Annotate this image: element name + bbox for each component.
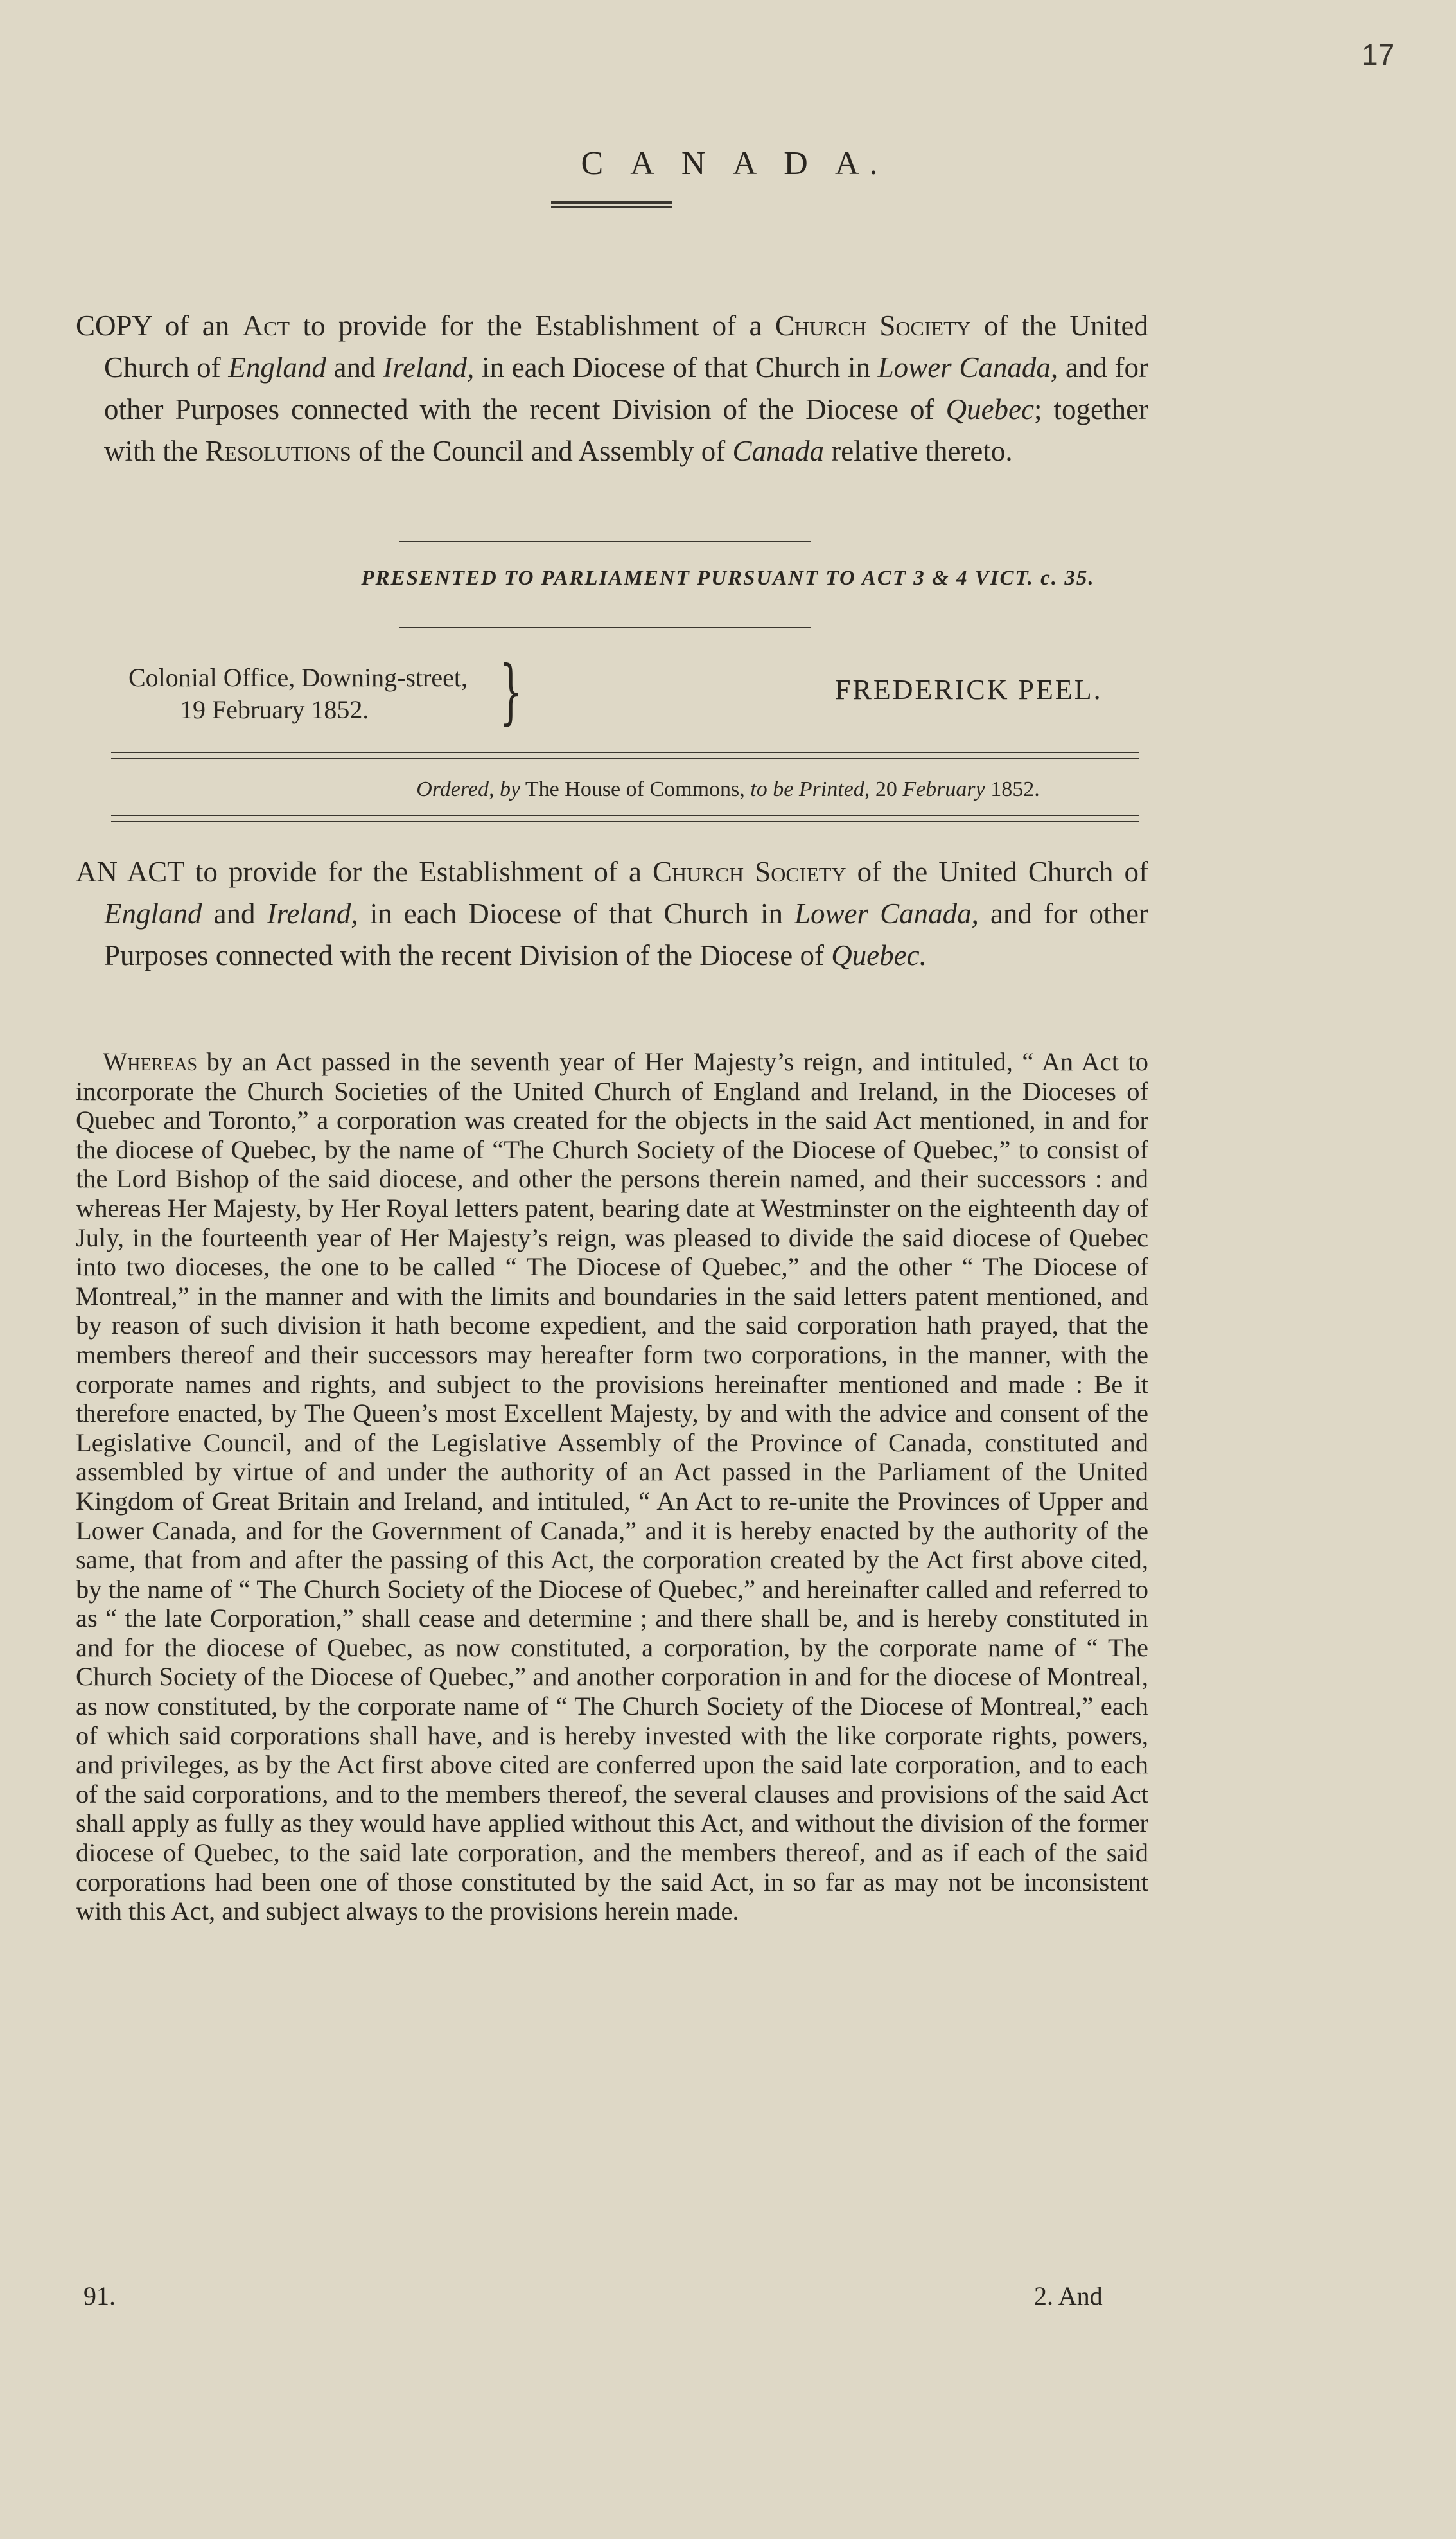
document-title: COPY of an Act to provide for the Establishment of a Church Society of the United Church of England and Ireland, in each Diocese of that Church in Lower Canada, and for other Purposes connected with the recent Division of the Diocese of Quebec; together with the Resolutions of the Council and Assembly of Canada relative thereto. bbox=[76, 310, 1148, 467]
act-lead: AN ACT bbox=[76, 856, 184, 888]
country-heading: C A N A D A. bbox=[581, 145, 888, 182]
office-address bbox=[128, 662, 468, 726]
title-lead: COPY bbox=[76, 310, 152, 342]
brace-glyph: } bbox=[500, 650, 522, 732]
office-date: 19 February 1852. bbox=[180, 695, 369, 724]
signature-mark: 91. bbox=[83, 2281, 116, 2310]
heading-rule-thin bbox=[551, 206, 672, 208]
separator-rule bbox=[399, 627, 811, 628]
signer-name: FREDERICK PEEL. bbox=[835, 674, 1103, 705]
ordered-line: Ordered, by The House of Commons, to be Printed, 20 February 1852. bbox=[416, 777, 1040, 801]
double-rule bbox=[111, 815, 1139, 822]
heading-rule bbox=[551, 201, 672, 204]
page-number: 17 bbox=[1362, 38, 1395, 71]
office-line: Colonial Office, Downing-street, bbox=[128, 663, 468, 692]
presented-line: PRESENTED TO PARLIAMENT PURSUANT TO ACT 3 & 4 VICT. c. 35. bbox=[361, 567, 1095, 590]
body-paragraph bbox=[76, 1047, 1148, 1926]
whereas-word: Whereas bbox=[103, 1047, 198, 1076]
body-text: by an Act passed in the seventh year of Her Majesty’s reign, and intituled, “ An Act to incorporate the Church Societies of the United Church of England and Ireland, in the Dioceses of Quebec and Toronto,” a corporation was created for the objects in the said Act mentioned, in and for the diocese of Quebec, by the name of “The Church Society of the Diocese of Quebec,” to consist of the Lord Bishop of the said diocese, and other the persons therein named, and their successors : and whereas Her Majesty, by Her Royal letters patent, bearing date at Westminster on the eighteenth day of July, in the fourteenth year of Her Majesty’s reign, was pleased to divide the said diocese of Quebec into two dioceses, the one to be called “ The Diocese of Quebec,” and the other “ The Diocese of Montreal,” in the manner and with the limits and boundaries in the said letters patent mentioned, and by reason of such division it hath become expedient, and the said corporation hath prayed, that the members thereof and their successors may hereafter form two corporations, in the manner, with the corporate names and rights, and subject to the provisions hereinafter mentioned and made : Be it therefore enacted, by The Queen’s most Excellent Majesty, by and with the advice and consent of the Legislative Council, and of the Legislative Assembly of the Province of Canada, constituted and assembled by virtue of and under the authority of an Act passed in the Parliament of the United Kingdom of Great Britain and Ireland, and intituled, “ An Act to re-unite the Provinces of Upper and Lower Canada, and for the Government of Canada,” and it is hereby enacted by the authority of the same, that from and after the passing of this Act, the corporation created by the Act first above cited, by the name of “ The Church Society of the Diocese of Quebec,” and hereinafter called and referred to as “ the late Corporation,” shall cease and determine ; and there shall be, and is hereby constituted in and for the diocese of Quebec, as now constituted, a corporation, by the corporate name of “ The Church Society of the Diocese of Quebec,” and another corporation in and for the diocese of Montreal, as now constituted, by the corporate name of “ The Church Society of the Diocese of Montreal,” each of which said corporations shall have, and is hereby invested with the like corporate rights, powers, and privileges, as by the Act first above cited are conferred upon the said late corporation, and to each of the said corporations, and to the members thereof, the several clauses and provisions of the said Act shall apply as fully as they would have applied without this Act, and without the division of the former diocese of Quebec, to the said late corporation, and the members thereof, and as if each of the said corporations had been one of those constituted by the said Act, in so far as may not be inconsistent with this Act, and subject always to the provisions herein made. bbox=[76, 1047, 1148, 1926]
catchword: 2. And bbox=[1034, 2281, 1103, 2310]
act-title: AN ACT to provide for the Establishment of a Church Society of the United Church of England and Ireland, in each Diocese of that Church in Lower Canada, and for other Purposes connected with the recent Division of the Diocese of Quebec. bbox=[76, 856, 1148, 971]
double-rule bbox=[111, 752, 1139, 759]
separator-rule bbox=[399, 541, 811, 542]
